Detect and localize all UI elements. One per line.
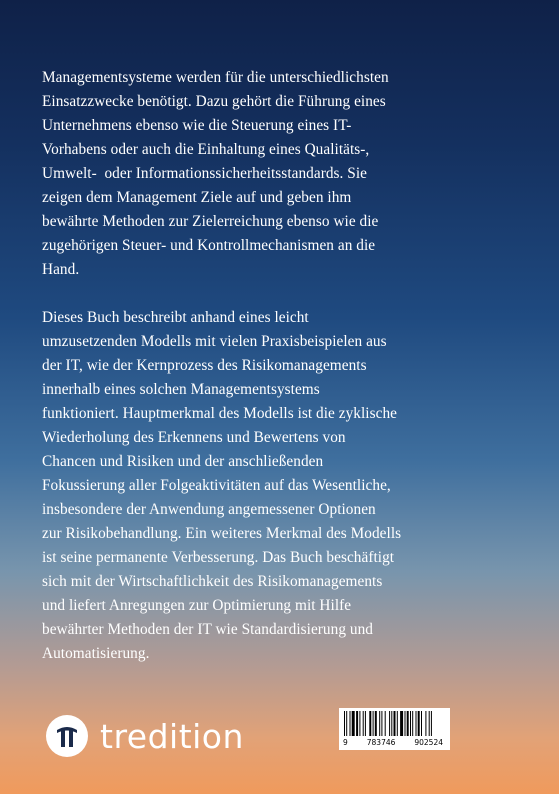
text-line: Chancen und Risiken und der anschließenden xyxy=(42,453,324,470)
blurb-paragraph-1 xyxy=(42,66,482,282)
barcode-bar xyxy=(346,711,347,736)
barcode-bar xyxy=(389,711,390,736)
barcode-bar xyxy=(416,711,417,736)
text-line: zur Risikobehandlung. Ein weiteres Merkmal des Modells xyxy=(42,525,402,542)
text-line: Hand. xyxy=(42,261,80,278)
isbn-barcode xyxy=(339,708,450,750)
barcode-bar xyxy=(425,711,426,736)
text-line: zeigen dem Management Ziele auf und geben ihm xyxy=(42,189,352,206)
barcode-bar xyxy=(373,711,374,736)
barcode-bar xyxy=(350,711,351,736)
barcode-bar xyxy=(400,711,403,736)
text-line: Unternehmens ebenso wie die Steuerung eines IT- xyxy=(42,117,352,134)
barcode-bar xyxy=(385,711,386,736)
text-line: zugehörigen Steuer- und Kontrollmechanismen an die xyxy=(42,237,376,254)
barcode-bar xyxy=(391,711,392,736)
tredition-logo-icon xyxy=(46,715,88,757)
barcode-bar xyxy=(418,711,420,736)
text-line: funktioniert. Hauptmerkmal des Modells ist die zyklische xyxy=(42,405,397,422)
barcode-bar xyxy=(405,711,406,736)
barcode-bar xyxy=(412,711,413,736)
barcode-digit-first: 9 xyxy=(343,738,348,747)
barcode-bar xyxy=(375,711,377,736)
text-line: der IT, wie der Kernprozess des Risikomanagements xyxy=(42,357,367,374)
barcode-bar xyxy=(356,711,358,736)
barcode-bar xyxy=(397,711,398,736)
text-line: und liefert Anregungen zur Optimierung mit Hilfe xyxy=(42,597,352,614)
barcode-bar xyxy=(381,711,382,736)
barcode-bar xyxy=(410,711,411,736)
text-line: ist seine permanente Verbesserung. Das Buch beschäftigt xyxy=(42,549,395,566)
text-line: Wiederholung des Erkennens und Bewertens von xyxy=(42,429,346,446)
barcode-digits-group-2: 902524 xyxy=(414,738,443,747)
text-line: sich mit der Wirtschaftlichkeit des Risikomanagements xyxy=(42,573,383,590)
barcode-bar xyxy=(344,711,345,736)
text-line: Vorhabens oder auch die Einhaltung eines Qualitäts-, xyxy=(42,141,370,158)
barcode-digits-group-1: 783746 xyxy=(366,738,396,747)
text-line: bewährte Methoden zur Zielerreichung ebenso wie die xyxy=(42,213,379,230)
barcode-bar xyxy=(365,711,366,736)
text-line: innerhalb eines solchen Managementsystems xyxy=(42,381,320,398)
barcode-bar xyxy=(379,711,380,736)
publisher-logo xyxy=(46,714,244,758)
barcode-bar xyxy=(394,711,396,736)
blurb-text xyxy=(42,66,482,666)
barcode-bar xyxy=(369,711,371,736)
barcode-bar xyxy=(429,711,430,736)
barcode-bar xyxy=(407,711,409,736)
text-line: Umwelt- oder Informationssicherheitsstandards. Sie xyxy=(42,165,367,182)
text-line: insbesondere der Anwendung angemessener Optionen xyxy=(42,501,376,518)
barcode-bar xyxy=(352,711,355,736)
barcode-digits xyxy=(339,738,450,747)
blurb-paragraph-2 xyxy=(42,306,482,666)
text-line: bewährter Methoden der IT wie Standardisierung und xyxy=(42,621,374,638)
barcode-bar xyxy=(359,711,360,736)
text-line: Automatisierung. xyxy=(42,645,150,662)
publisher-name: tredition xyxy=(100,716,244,756)
text-line: Einsatzzwecke benötigt. Dazu gehört die Führung eines xyxy=(42,93,386,110)
barcode-bar xyxy=(363,711,364,736)
text-line: umzusetzenden Modells mit vielen Praxisbeispielen aus xyxy=(42,333,387,350)
barcode-bar xyxy=(421,711,422,736)
text-line: Fokussierung aller Folgeaktivitäten auf das Wesentliche, xyxy=(42,477,391,494)
barcode-bar xyxy=(431,711,432,736)
barcode-bars xyxy=(344,711,445,736)
text-line: Dieses Buch beschreibt anhand eines leicht xyxy=(42,309,309,326)
text-line: Managementsysteme werden für die unterschiedlichsten xyxy=(42,69,389,86)
